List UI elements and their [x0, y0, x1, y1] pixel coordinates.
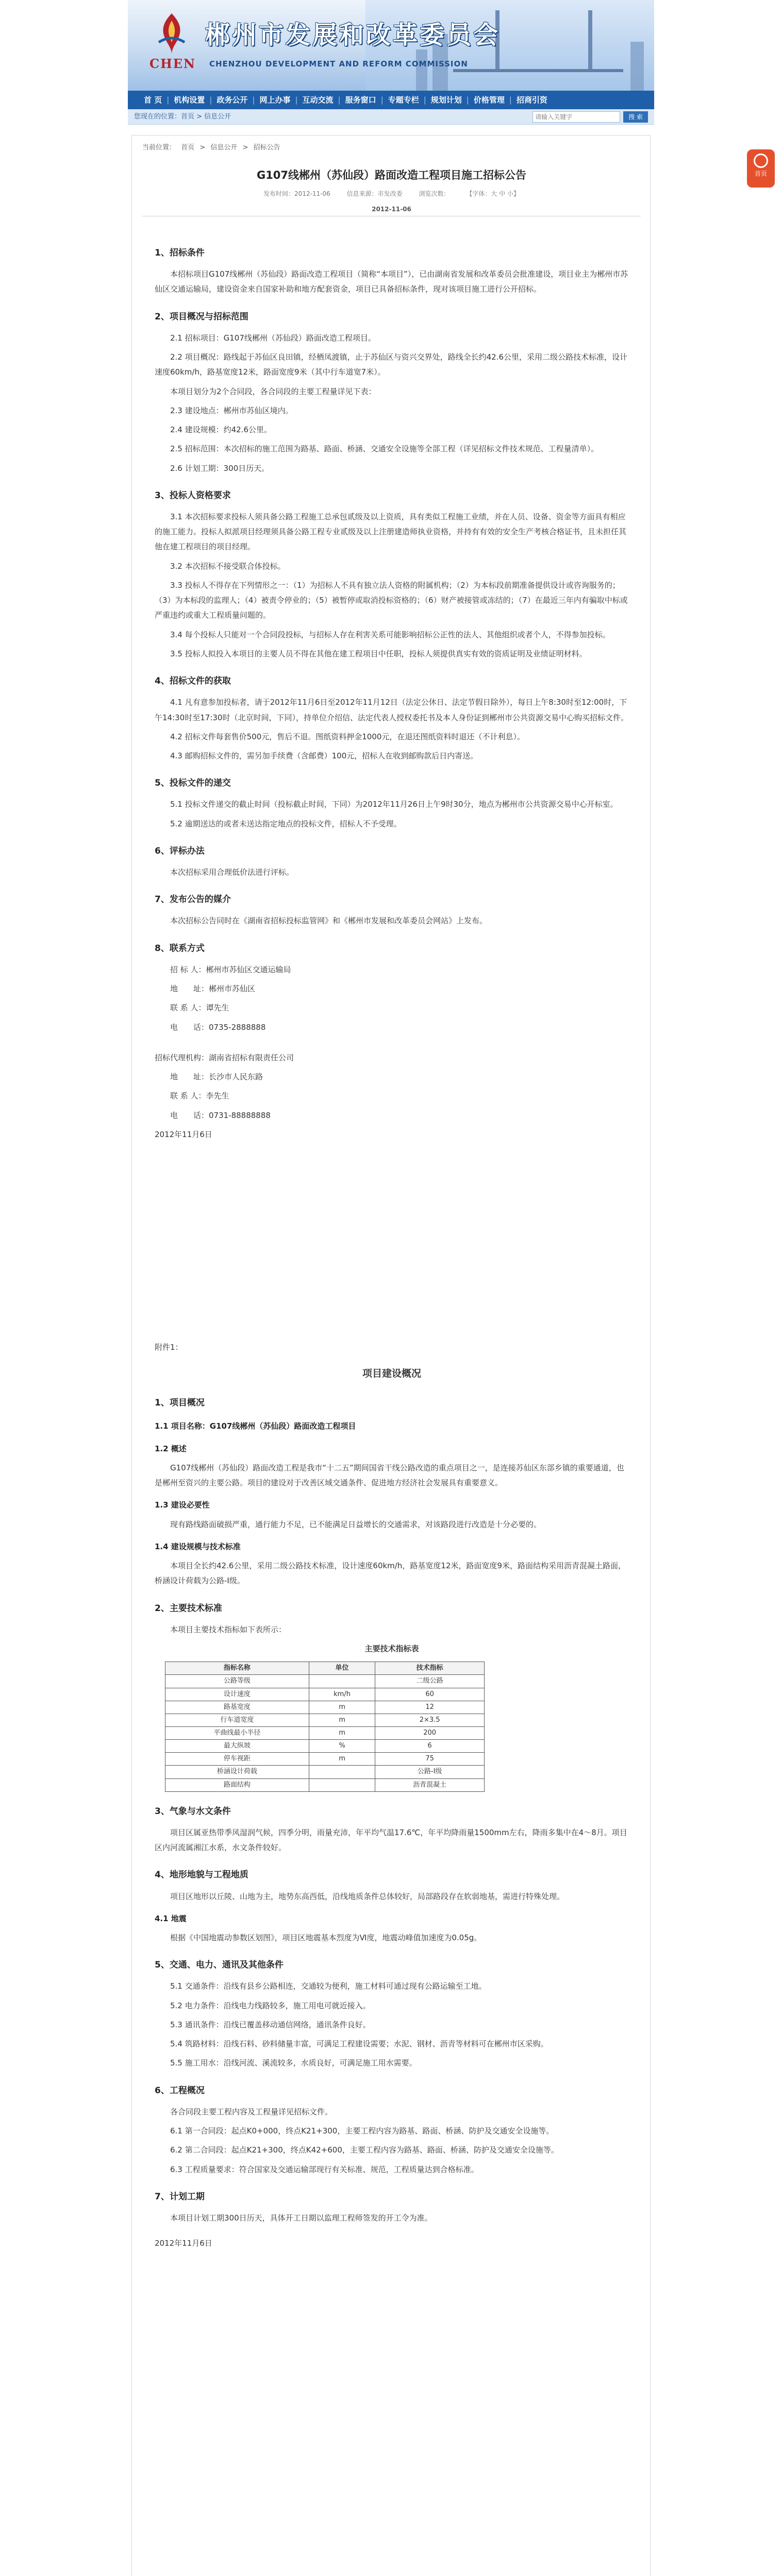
building [630, 42, 644, 91]
subsection-title: 1.3 建设必要性 [155, 1500, 210, 1510]
table-cell: 75 [375, 1753, 485, 1766]
paragraph: G107线郴州（苏仙段）路面改造工程是我市“十二五”期间国省干线公路改造的重点项目之一，是连接苏仙区东部乡镇的重要通道，也是郴州至资兴的主要公路。项目的建设对于改善区域交通条件、促进地方经济社会发展具有重要意义。 [155, 1463, 624, 1488]
location-text: 您现在的位置：首页 > 信息公开 [134, 113, 231, 121]
table-row [165, 1766, 485, 1778]
nav-item-price[interactable]: 价格管理 [473, 95, 505, 105]
nav-separator: | [209, 95, 212, 105]
paragraph: 2.6 计划工期：300日历天。 [170, 463, 270, 473]
contact-line: 联 系 人：李先生 [170, 1091, 229, 1101]
table-header: 技术指标 [375, 1662, 485, 1675]
table-cell: 行车道宽度 [165, 1714, 309, 1726]
table-cell: m [309, 1714, 375, 1726]
nav-item-online-service[interactable]: 网上办事 [259, 95, 291, 105]
paragraph: 2.1 招标项目：G107线郴州（苏仙段）路面改造工程项目。 [170, 333, 376, 343]
contact-line: 联 系 人：谭先生 [170, 1003, 229, 1013]
paragraph: 2.2 项目概况：路线起于苏仙区良田镇，经栖凤渡镇，止于苏仙区与资兴交界处，路线全长约42.6公里，采用二级公路技术标准，设计速度60km/h，路基宽度12米，路面宽度9米（其中行车道宽7米）。 [155, 352, 628, 377]
paragraph: 5.1 投标文件递交的截止时间（投标截止时间，下同）为2012年11月26日上午9时30分，地点为郴州市公共资源交易中心开标室。 [170, 800, 618, 809]
paragraph: 3.4 每个投标人只能对一个合同段投标，与招标人存在利害关系可能影响招标公正性的法人、其他组织或者个人，不得参加投标。 [170, 630, 610, 639]
nav-separator: | [167, 95, 170, 105]
table-cell: m [309, 1701, 375, 1714]
section-title: 4、招标文件的获取 [155, 676, 231, 687]
table-row [165, 1675, 485, 1688]
site-subtitle: CHENZHOU DEVELOPMENT AND REFORM COMMISSION [209, 59, 468, 69]
section-title: 6、评标办法 [155, 845, 205, 856]
tech-index-table [165, 1662, 485, 1791]
table-header: 单位 [309, 1662, 375, 1675]
section-title: 1、招标条件 [155, 248, 205, 258]
nav-separator: | [295, 95, 298, 105]
nav-separator: | [338, 95, 341, 105]
paragraph: 本项目主要技术指标如下表所示： [170, 1624, 287, 1634]
paragraph: 5.1 交通条件：沿线有县乡公路相连，交通较为便利，施工材料可通过现有公路运输至工地。 [170, 1981, 487, 1991]
section-title: 3、投标人资格要求 [155, 490, 231, 501]
paragraph: 本招标项目G107线郴州（苏仙段）路面改造工程项目（简称“本项目”），已由湖南省发展和改革委员会批准建设，项目业主为郴州市苏仙区交通运输局，建设资金来自国家补助和地方配套资金，项目已具备招标条件，现对该项目施工进行公开招标。 [155, 269, 628, 294]
main-nav [128, 91, 654, 109]
paragraph: 3.2 本次招标不接受联合体投标。 [170, 561, 286, 571]
logo-emblem-icon [154, 11, 190, 56]
paragraph: 3.5 投标人拟投入本项目的主要人员不得在其他在建工程项目中任职，投标人须提供真实有效的资质证明及业绩证明材料。 [170, 649, 587, 658]
paragraph: 4.2 招标文件每套售价500元，售后不退。图纸资料押金1000元，在退还图纸资料时退还（不计利息）。 [170, 732, 525, 741]
site-logo[interactable] [144, 11, 201, 73]
paragraph: 2.3 建设地点：郴州市苏仙区境内。 [170, 405, 293, 415]
table-cell: 沥青混凝土 [375, 1778, 485, 1791]
nav-item-planning[interactable]: 规划计划 [430, 95, 462, 105]
bridge-deck [453, 69, 623, 72]
table-cell [309, 1766, 375, 1778]
paragraph: 本项目全长约42.6公里，采用二级公路技术标准，设计速度60km/h，路基宽度12米，路面宽度9米，路面结构采用沥青混凝土路面，桥涵设计荷载为公路-Ⅰ级。 [155, 1561, 626, 1586]
search-input[interactable] [533, 111, 620, 123]
table-row [165, 1727, 485, 1740]
logo-text: CHEN [149, 56, 196, 71]
breadcrumb-section-link[interactable]: 信息公开 [210, 144, 238, 151]
table-cell: 200 [375, 1727, 485, 1740]
site-header [128, 0, 654, 91]
subsection-title: 1.4 建设规模与技术标准 [155, 1541, 241, 1551]
table-cell: km/h [309, 1688, 375, 1701]
table-header: 指标名称 [165, 1662, 309, 1675]
attachment-title: 项目建设概况 [362, 1368, 421, 1380]
section-title: 5、投标文件的递交 [155, 778, 231, 789]
table-row [165, 1753, 485, 1766]
table-cell: 60 [375, 1688, 485, 1701]
contact-line: 招标代理机构：湖南省招标有限责任公司 [155, 1053, 294, 1062]
nav-separator: | [509, 95, 512, 105]
paragraph: 根据《中国地震动参数区划图》，项目区地震基本烈度为Ⅵ度，地震动峰值加速度为0.05g。 [170, 1933, 482, 1943]
paragraph: 3.3 投标人不得存在下列情形之一：（1）为招标人不具有独立法人资格的附属机构；（2）为本标段前期准备提供设计或咨询服务的；（3）为本标段的监理人；（4）被责令停业的；（5）被暂停或取消投标资格的；（6）财产被接管或冻结的；（7）在最近三年内有骗取中标或严重违约或重大工程质量问题的。 [155, 580, 628, 620]
nav-item-disclosure[interactable]: 政务公开 [217, 95, 248, 105]
nav-separator: | [466, 95, 469, 105]
nav-item-home[interactable]: 首 页 [144, 95, 162, 105]
subsection-title: 1.1 项目名称：G107线郴州（苏仙段）路面改造工程项目 [155, 1421, 356, 1431]
paragraph: 本次招标公告同时在《湖南省招标投标监管网》和《郴州市发展和改革委员会网站》上发布。 [170, 916, 488, 926]
source: 信息来源：市发改委 [346, 190, 403, 197]
paragraph: 4.1 凡有意参加投标者，请于2012年11月6日至2012年11月12日（法定公休日、法定节假日除外），每日上午8:30时至12:00时，下午14:30时至17:30时（北京时间，下同），持单位介绍信、法定代表人授权委托书及本人身份证到郴州市公共资源交易中心购买招标文件。 [155, 698, 628, 722]
breadcrumb-separator: > [199, 144, 206, 151]
paragraph: 5.5 施工用水：沿线河流、溪流较多，水质良好，可满足施工用水需要。 [170, 2058, 417, 2068]
table-row [165, 1688, 485, 1701]
section-title: 2、项目概况与招标范围 [155, 311, 248, 322]
subsection-title: 4.1 地震 [155, 1913, 187, 1923]
view-count: 浏览次数： [419, 190, 450, 197]
section-title: 1、项目概况 [155, 1398, 205, 1409]
table-cell: 2×3.5 [375, 1714, 485, 1726]
paragraph: 2.5 招标范围：本次招标的施工范围为路基、路面、桥涵、交通安全设施等全部工程（详见招标文件技术规范、工程量清单）。 [170, 444, 599, 454]
table-row [165, 1778, 485, 1791]
subsection-title: 1.2 概述 [155, 1444, 187, 1453]
sign-date: 2012年11月6日 [155, 2239, 212, 2248]
breadcrumb-home-link[interactable]: 首页 [181, 144, 195, 151]
nav-separator: | [252, 95, 255, 105]
table-cell [309, 1675, 375, 1688]
table-row [165, 1701, 485, 1714]
article-date: 2012-11-06 [372, 206, 411, 213]
section-title: 4、地形地貌与工程地质 [155, 1870, 248, 1880]
paragraph: 现有路线路面破损严重，通行能力不足，已不能满足日益增长的交通需求，对该路段进行改造是十分必要的。 [170, 1519, 542, 1529]
paragraph: 各合同段主要工程内容及工程量详见招标文件。 [170, 2107, 333, 2116]
paragraph: 2.4 建设规模：约42.6公里。 [170, 425, 272, 435]
breadcrumb-separator: > [242, 144, 248, 151]
paragraph: 项目区属亚热带季风湿润气候，四季分明，雨量充沛，年平均气温17.6℃，年平均降雨量1500mm左右，降雨多集中在4～8月。项目区内河流属湘江水系，水文条件较好。 [155, 1827, 627, 1853]
attachment-body [155, 1336, 629, 2255]
home-icon [754, 154, 768, 168]
nav-item-service-window[interactable]: 服务窗口 [345, 95, 376, 105]
table-cell: 路面结构 [165, 1778, 309, 1791]
paragraph: 4.3 邮购招标文件的，需另加手续费（含邮费）100元，招标人在收到邮购款后日内寄送。 [170, 751, 478, 761]
article-panel [131, 135, 651, 2576]
section-title: 3、气象与水文条件 [155, 1806, 231, 1817]
search-button[interactable]: 搜 索 [623, 111, 648, 123]
nav-item-investment[interactable]: 招商引资 [516, 95, 547, 105]
nav-separator: | [380, 95, 384, 105]
attachment-label: 附件1： [155, 1343, 183, 1352]
breadcrumb-current[interactable]: 招标公告 [253, 144, 280, 151]
nav-item-organization[interactable]: 机构设置 [174, 95, 205, 105]
table-cell: 路基宽度 [165, 1701, 309, 1714]
section-title: 8、联系方式 [155, 943, 205, 954]
section-title: 5、交通、电力、通讯及其他条件 [155, 1960, 284, 1971]
table-cell: % [309, 1740, 375, 1753]
table-cell: 停车视距 [165, 1753, 309, 1766]
float-home-button[interactable]: 首页 [747, 149, 775, 188]
section-title: 7、发布公告的媒介 [155, 894, 231, 905]
table-cell: 设计速度 [165, 1688, 309, 1701]
contact-line: 地 址：长沙市人民东路 [170, 1072, 263, 1082]
font-size-switch[interactable]: 【字体：大 中 小】 [466, 190, 520, 197]
paragraph: 5.2 电力条件：沿线电力线路较多，施工用电可就近接入。 [170, 2001, 371, 2010]
table-cell: 12 [375, 1701, 485, 1714]
table-row [165, 1740, 485, 1753]
site-title: 郴州市发展和改革委员会 [205, 21, 501, 49]
table-caption: 主要技术指标表 [364, 1644, 419, 1654]
section-title: 2、主要技术标准 [155, 1603, 222, 1614]
contact-line: 电 话：0731-88888888 [170, 1110, 271, 1120]
article-body [155, 233, 629, 1146]
paragraph: 5.4 筑路材料：沿线石料、砂料储量丰富，可满足工程建设需要；水泥、钢材、沥青等材料可在郴州市区采购。 [170, 2039, 548, 2049]
contact-line: 地 址：郴州市苏仙区 [170, 984, 256, 994]
table-cell: 桥涵设计荷载 [165, 1766, 309, 1778]
article-title: G107线郴州（苏仙段）路面改造工程项目施工招标公告 [256, 169, 527, 181]
paragraph: 5.2 逾期送达的或者未送达指定地点的投标文件，招标人不予受理。 [170, 819, 402, 828]
paragraph: 6.2 第二合同段：起点K21+300，终点K42+600，主要工程内容为路基、路面、桥涵、防护及交通安全设施等。 [170, 2145, 559, 2155]
table-cell: 最大纵坡 [165, 1740, 309, 1753]
table-cell: 公路-Ⅰ级 [375, 1766, 485, 1778]
bridge-pylon [588, 10, 592, 72]
paragraph: 5.3 通讯条件：沿线已覆盖移动通信网络，通讯条件良好。 [170, 2020, 371, 2029]
contact-line: 招 标 人：郴州市苏仙区交通运输局 [170, 964, 291, 974]
article-meta [132, 188, 651, 200]
nav-item-interaction[interactable]: 互动交流 [302, 95, 334, 105]
table-cell: 二级公路 [375, 1675, 485, 1688]
table-cell: 公路等级 [165, 1675, 309, 1688]
paragraph: 6.1 第一合同段：起点K0+000，终点K21+300，主要工程内容为路基、路面、桥涵、防护及交通安全设施等。 [170, 2126, 554, 2136]
table-cell [309, 1778, 375, 1791]
table-row [165, 1714, 485, 1726]
paragraph: 6.3 工程质量要求：符合国家及交通运输部现行有关标准、规范，工程质量达到合格标准。 [170, 2164, 479, 2174]
sub-bar [128, 109, 654, 125]
nav-item-topics[interactable]: 专题专栏 [388, 95, 419, 105]
section-title: 7、计划工期 [155, 2191, 205, 2202]
breadcrumb-label: 当前位置： [142, 144, 176, 151]
paragraph: 3.1 本次招标要求投标人须具备公路工程施工总承包贰级及以上资质，具有类似工程施工业绩，并在人员、设备、资金等方面具有相应的施工能力。投标人拟派项目经理须具备公路工程专业贰级及以上注册建造师执业资格，并持有有效的安全生产考核合格证书，且未担任其他在建工程项目的项目经理。 [155, 512, 627, 552]
breadcrumb [142, 142, 284, 155]
table-cell: m [309, 1753, 375, 1766]
contact-line: 电 话：0735-2888888 [170, 1022, 266, 1032]
table-cell: m [309, 1727, 375, 1740]
paragraph: 项目区地形以丘陵、山地为主，地势东高西低，沿线地质条件总体较好，局部路段存在软弱地基，需进行特殊处理。 [170, 1891, 565, 1901]
section-title: 6、工程概况 [155, 2085, 205, 2096]
paragraph: 本项目划分为2个合同段，各合同段的主要工程量详见下表： [170, 386, 376, 396]
paragraph: 本次招标采用合理低价法进行评标。 [170, 868, 294, 877]
table-cell: 平曲线最小半径 [165, 1727, 309, 1740]
paragraph: 本项目计划工期300日历天，具体开工日期以监理工程师签发的开工令为准。 [170, 2213, 432, 2223]
notice-date: 2012年11月6日 [155, 1129, 212, 1139]
publish-time: 发布时间：2012-11-06 [263, 190, 330, 197]
nav-separator: | [423, 95, 426, 105]
table-cell: 6 [375, 1740, 485, 1753]
